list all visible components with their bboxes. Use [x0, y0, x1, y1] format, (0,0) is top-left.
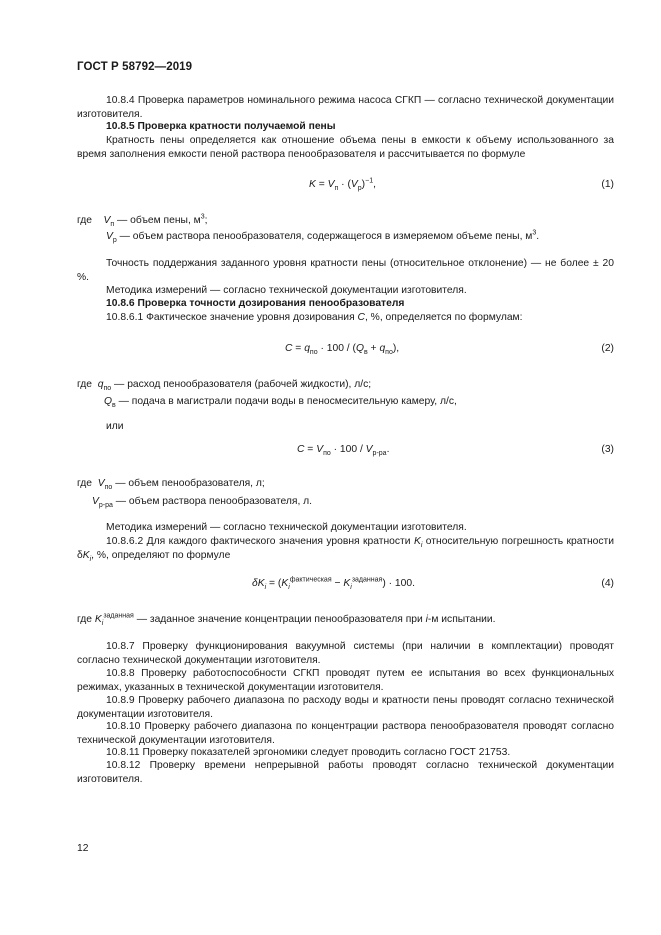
- paragraph-kratnost: Кратность пены определяется как отношение объема пены в емкости к объему использованного за время заполнения емкости пеной раствора пенообразователя и рассчитывается по формуле: [77, 135, 614, 160]
- equation-number-3: (3): [601, 444, 614, 455]
- formula-1: $K = V_п \cdot (V_р)^{-1}$,: [309, 177, 376, 193]
- paragraph-10-8-6-2: 10.8.6.2 Для каждого фактического значения уровня кратности $K_i$ относительную погрешность кратности $\delta K_i$, %, определяют по формуле: [77, 536, 614, 564]
- document-header: ГОСТ Р 58792—2019: [77, 61, 193, 73]
- paragraph-metodika-1: Методика измерений — согласно технической документации изготовителя.: [106, 285, 467, 296]
- where-kzad: где $K_i^{заданная}$ — заданное значение концентрации пенообразователя при i-м испытании.: [77, 612, 496, 628]
- paragraph-10-8-11: 10.8.11 Проверку показателей эргономики следует проводить согласно ГОСТ 21753.: [106, 747, 511, 758]
- paragraph-10-8-7: 10.8.7 Проверку функционирования вакуумной системы (при наличии в комплектации) проводят согласно технической документации изготовителя.: [77, 641, 614, 666]
- paragraph-tochnost: Точность поддержания заданного уровня кратности пены (относительное отклонение) — не более ± 20 %.: [77, 258, 614, 283]
- page-number: 12: [77, 843, 89, 854]
- where-vn: где $V_п$ — объем пены, $м^3$;: [77, 213, 208, 229]
- paragraph-10-8-12: 10.8.12 Проверку времени непрерывной работы проводят согласно технической документации изготовителя.: [77, 760, 614, 785]
- word-ili: или: [106, 421, 124, 432]
- paragraph-10-8-9: 10.8.9 Проверку рабочего диапазона по расходу воды и кратности пены проводят согласно технической документации изготовителя.: [77, 695, 614, 720]
- where-vrra: $V_{р-ра}$ — объем раствора пенообразователя, л.: [92, 496, 313, 510]
- equation-number-1: (1): [601, 179, 614, 190]
- where-vpo: где $V_{по}$ — объем пенообразователя, л;: [77, 478, 265, 492]
- where-vr: $V_р$ — объем раствора пенообразователя, содержащегося в измеряемом объеме пены, $м^3$.: [106, 229, 540, 245]
- where-q: где $q_{по}$ — расход пенообразователя (рабочей жидкости), л/с;: [77, 379, 372, 393]
- paragraph-10-8-10: 10.8.10 Проверку рабочего диапазона по концентрации раствора пенообразователя проводят согласно технической документации изготовителя.: [77, 721, 614, 746]
- heading-10-8-5: 10.8.5 Проверка кратности получаемой пены: [106, 121, 336, 132]
- equation-number-4: (4): [601, 578, 614, 589]
- equation-number-2: (2): [601, 343, 614, 354]
- where-Q: $Q_в$ — подача в магистрали подачи воды в пеносмесительную камеру, л/с,: [104, 396, 457, 410]
- paragraph-metodika-2: Методика измерений — согласно технической документации изготовителя.: [106, 522, 467, 533]
- formula-4: $\delta K_i = (K_i^{фактическая} - K_i^{заданная}) \cdot 100$.: [252, 576, 415, 592]
- formula-2: $C = q_{по} \cdot 100 / (Q_в + q_{по})$,: [285, 343, 400, 357]
- paragraph-10-8-8: 10.8.8 Проверку работоспособности СГКП проводят путем ее испытания во всех функциональных режимах, указанных в технической документации изготовителя.: [77, 668, 614, 693]
- paragraph-10-8-4: 10.8.4 Проверка параметров номинального режима насоса СГКП — согласно технической документации изготовителя.: [77, 95, 614, 120]
- formula-3: $C = V_{по} \cdot 100 / V_{р-ра}$.: [297, 444, 390, 458]
- heading-10-8-6: 10.8.6 Проверка точности дозирования пенообразователя: [106, 298, 405, 309]
- paragraph-10-8-6-1: 10.8.6.1 Фактическое значение уровня дозирования C, %, определяется по формулам:: [106, 312, 523, 323]
